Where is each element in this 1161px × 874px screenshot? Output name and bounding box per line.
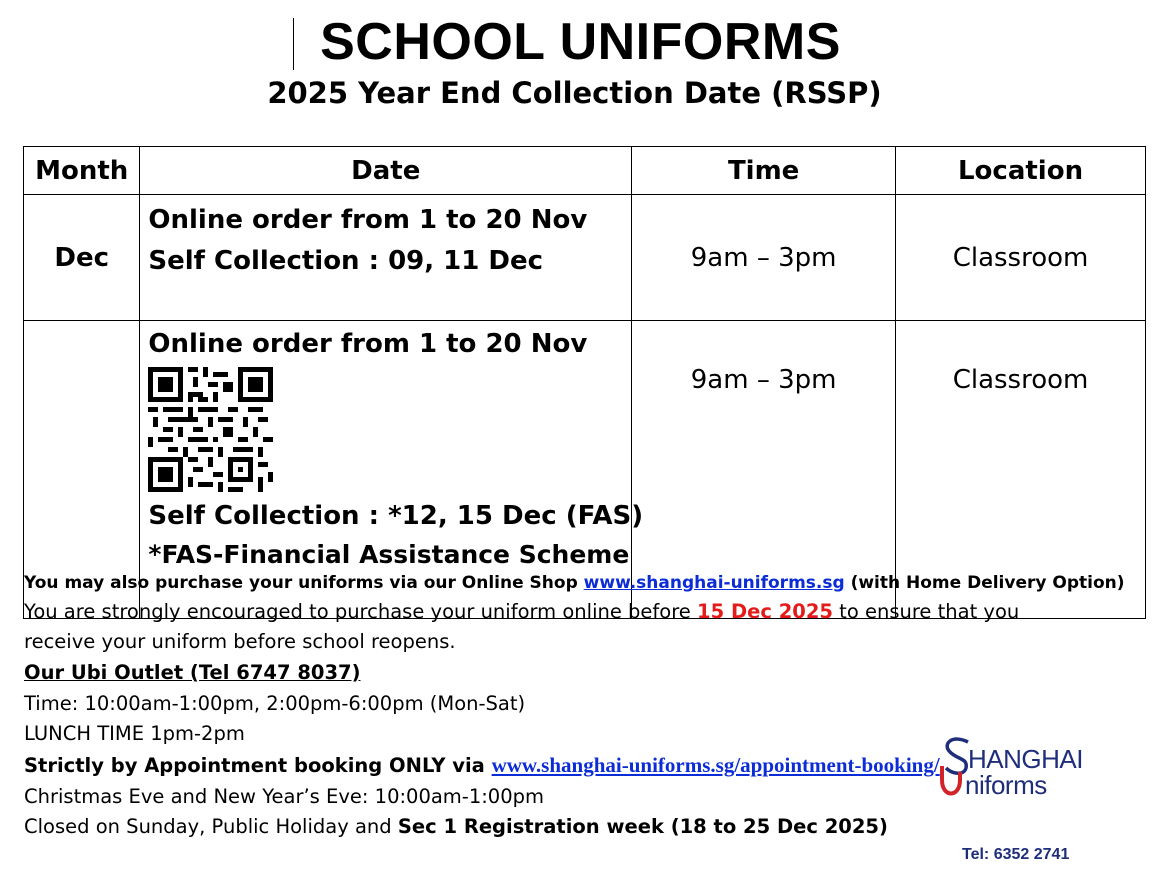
appointment-prefix: Strictly by Appointment booking ONLY via [24, 754, 492, 777]
online-order-text: Online order from 1 to 20 Nov [148, 329, 588, 359]
online-shop-line [24, 573, 1125, 593]
outlet-hours: Time: 10:00am-1:00pm, 2:00pm-6:00pm (Mon-Sat) [24, 692, 526, 715]
telephone: Tel: 6352 2741 [962, 846, 1070, 863]
header-location: Location [896, 147, 1146, 195]
page-subtitle: 2025 Year End Collection Date (RSSP) [267, 76, 882, 110]
lunch-time: LUNCH TIME 1pm-2pm [24, 722, 245, 745]
text-cursor [293, 18, 294, 70]
header-month: Month [24, 147, 140, 195]
closed-notice [24, 815, 888, 838]
month-cell: Dec [24, 195, 140, 321]
encourage-line-2: receive your uniform before school reopens. [24, 630, 456, 653]
header-date: Date [140, 147, 632, 195]
table-header-row [24, 147, 1146, 195]
encourage-prefix: You are strongly encouraged to purchase your uniform online before [24, 600, 698, 623]
appointment-line [24, 753, 940, 778]
location-cell: Classroom [896, 195, 1146, 321]
location-cell: Classroom [896, 321, 1146, 619]
self-collection-text: Self Collection : 09, 11 Dec [148, 246, 544, 276]
closed-bold: Sec 1 Registration week (18 to 25 Dec 2025) [397, 815, 888, 838]
shanghai-uniforms-logo [938, 728, 1108, 803]
page-title: SCHOOL UNIFORMS [320, 13, 841, 71]
collection-schedule-table [23, 146, 1146, 619]
qr-code[interactable] [148, 367, 273, 492]
online-shop-prefix: You may also purchase your uniforms via our Online Shop [24, 573, 584, 593]
eve-hours: Christmas Eve and New Year’s Eve: 10:00am-1:00pm [24, 785, 544, 808]
time-cell: 9am – 3pm [632, 195, 896, 321]
closed-prefix: Closed on Sunday, Public Holiday and [24, 815, 398, 838]
encourage-line [24, 600, 1019, 623]
table-row [24, 195, 1146, 321]
encourage-suffix: to ensure that you [832, 600, 1020, 623]
online-shop-suffix: (with Home Delivery Option) [844, 573, 1125, 593]
date-cell [140, 195, 632, 321]
header-time: Time [632, 147, 896, 195]
online-order-text: Online order from 1 to 20 Nov [148, 205, 588, 235]
time-cell: 9am – 3pm [632, 321, 896, 619]
appointment-booking-link[interactable]: www.shanghai-uniforms.sg/appointment-booking/ [491, 753, 940, 777]
deadline-date: 15 Dec 2025 [697, 600, 833, 623]
fas-note: *FAS-Financial Assistance Scheme [148, 540, 630, 569]
online-shop-link[interactable]: www.shanghai-uniforms.sg [583, 573, 845, 593]
self-collection-text: Self Collection : *12, 15 Dec (FAS) [148, 501, 644, 531]
logo-text-bottom: niforms [965, 770, 1047, 800]
logo-text-top: HANGHAI [968, 744, 1083, 774]
outlet-heading: Our Ubi Outlet (Tel 6747 8037) [24, 661, 361, 684]
